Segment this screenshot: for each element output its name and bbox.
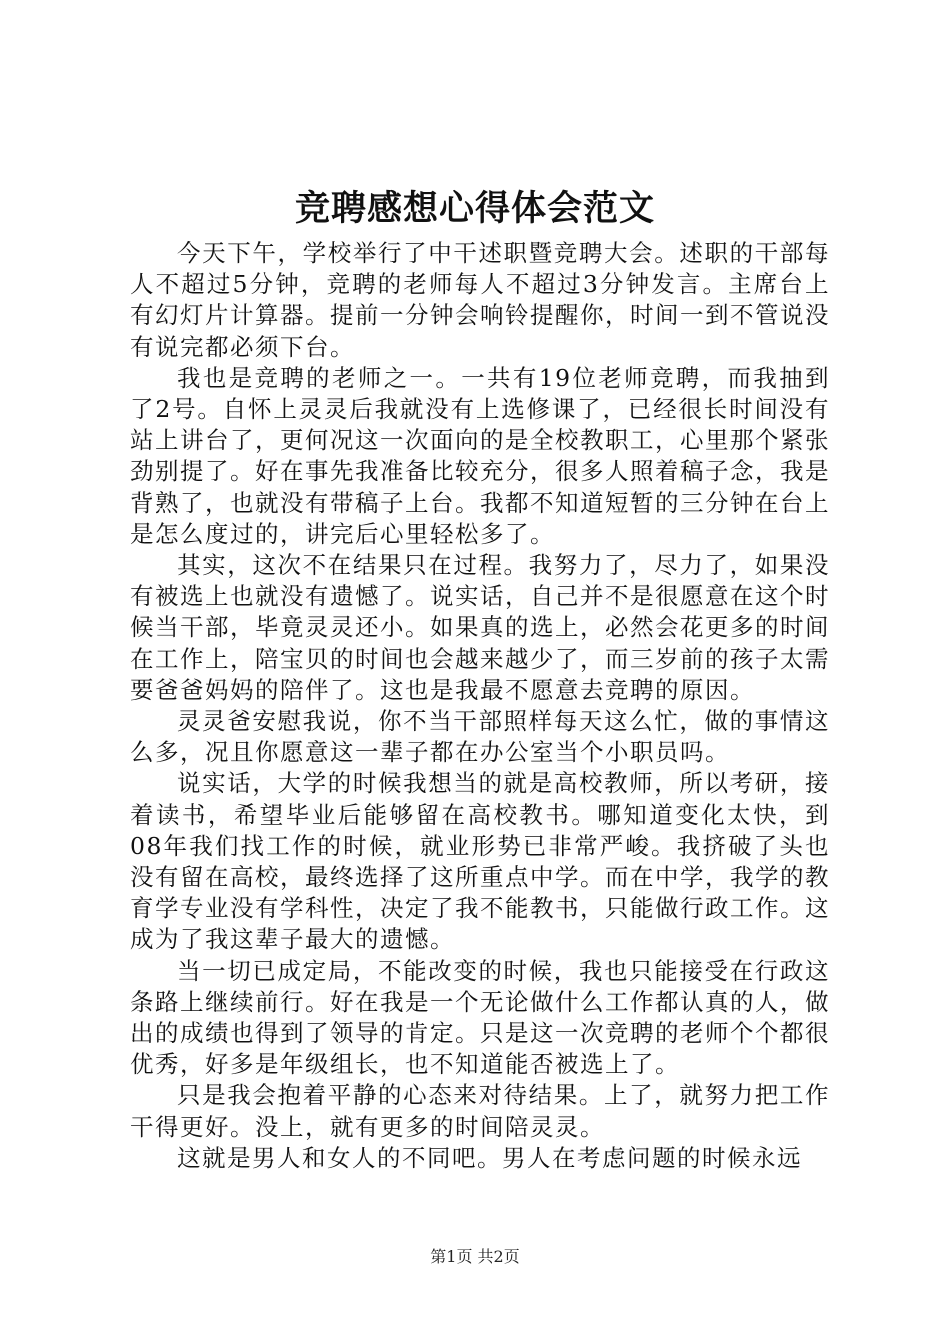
paragraph-6: 当一切已成定局，不能改变的时候，我也只能接受在行政这条路上继续前行。好在我是一个无论做什么工作都认真的人，做出的成绩也得到了领导的肯定。只是这一次竞聘的老师个个都很优秀，好多是年级组长，也不知道能否被选上了。 — [130, 956, 830, 1079]
paragraph-3: 其实，这次不在结果只在过程。我努力了，尽力了，如果没有被选上也就没有遗憾了。说实话，自己并不是很愿意在这个时候当干部，毕竟灵灵还小。如果真的选上，必然会花更多的时间在工作上，陪宝贝的时间也会越来越少了，而三岁前的孩子太需要爸爸妈妈的陪伴了。这也是我最不愿意去竞聘的原因。 — [130, 551, 830, 704]
paragraph-8: 这就是男人和女人的不同吧。男人在考虑问题的时候永远 — [177, 1143, 802, 1172]
paragraph-1: 今天下午，学校举行了中干述职暨竞聘大会。述职的干部每人不超过5分钟，竞聘的老师每人不超过3分钟发言。主席台上有幻灯片计算器。提前一分钟会响铃提醒你，时间一到不管说没有说完都必须下台。 — [130, 239, 830, 361]
paragraph-2: 我也是竞聘的老师之一。一共有19位老师竞聘，而我抽到了2号。自怀上灵灵后我就没有上选修课了，已经很长时间没有站上讲台了，更何况这一次面向的是全校教职工，心里那个紧张劲别提了。好在事先我准备比较充分，很多人照着稿子念，我是背熟了，也就没有带稿子上台。我都不知道短暂的三分钟在台上是怎么度过的，讲完后心里轻松多了。 — [130, 363, 830, 548]
paragraph-5: 说实话，大学的时候我想当的就是高校教师，所以考研，接着读书，希望毕业后能够留在高校教书。哪知道变化太快，到08年我们找工作的时候，就业形势已非常严峻。我挤破了头也没有留在高校，最终选择了这所重点中学。而在中学，我学的教育学专业没有学科性，决定了我不能教书，只能做行政工作。这成为了我这辈子最大的遗憾。 — [130, 769, 830, 954]
paragraph-4: 灵灵爸安慰我说，你不当干部照样每天这么忙，做的事情这么多，况且你愿意这一辈子都在办公室当个小职员吗。 — [130, 707, 830, 767]
paragraph-7: 只是我会抱着平静的心态来对待结果。上了，就努力把工作干得更好。没上，就有更多的时间陪灵灵。 — [130, 1081, 830, 1141]
page-title: 竞聘感想心得体会范文 — [294, 188, 655, 229]
article-body — [130, 238, 830, 1174]
page-footer: 第1页 共2页 — [430, 1247, 520, 1266]
